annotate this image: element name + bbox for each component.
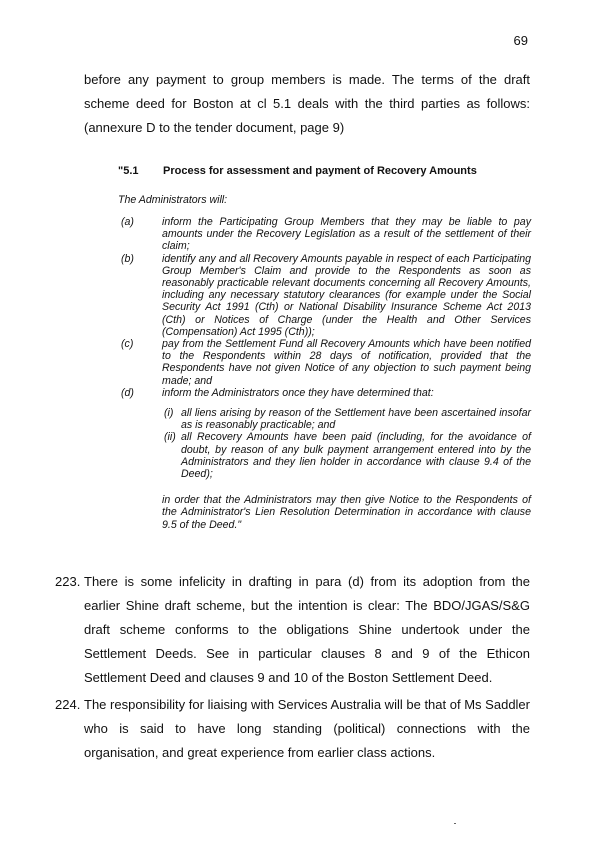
scan-mark (454, 823, 456, 824)
paragraph-text: There is some infelicity in drafting in para (d) from its adoption from the earlier Shine draft scheme, but the intention is clear: The BDO/JGAS/S&G draft scheme conforms to the obligations Shine undertook under the Settlement Deeds. See in particular clauses 8 and 9 of the Ethicon Settlement Deed and clauses 9 and 10 of the Boston Settlement Deed. (84, 574, 530, 685)
clause-text: pay from the Settlement Fund all Recovery Amounts which have been notified to the Respondents within 28 days of notification, provided that the Respondents have not given Notice of any objection to such payment being made; and (162, 338, 531, 387)
subclause-text: all liens arising by reason of the Settlement have been ascertained insofar as is reasonably practicable; and (181, 407, 531, 432)
clause-label: (a) (121, 216, 134, 228)
clause-label: (d) (121, 386, 134, 399)
subclause-ii (162, 431, 531, 480)
clause-label: (b) (121, 252, 134, 265)
subclause-label: (i) (164, 407, 174, 420)
paragraph-224 (55, 693, 530, 765)
clause-d (118, 387, 531, 399)
clause-text: identify any and all Recovery Amounts payable in respect of each Participating Group Member's Claim and provide to the Respondents as soon as reasonably practicable relevant documents concerning all Recovery Amounts, including any necessary statutory clearances (for example under the Social Security Act 1991 (Cth) or National Disability Insurance Scheme Act 2013 (Cth) or Notices of Charge (under the Health and Other Services (Compensation) Act 1995 (Cth)); (162, 252, 531, 338)
intro-paragraph: before any payment to group members is made. The terms of the draft scheme deed for Boston at cl 5.1 deals with the third parties as follows: (annexure D to the tender document, page 9) (84, 72, 530, 135)
clause-text: inform the Participating Group Members that they may be liable to pay amounts under the Recovery Legislation as a result of the settlement of their claim; (162, 216, 531, 253)
paragraph-text: The responsibility for liaising with Services Australia will be that of Ms Saddler who is said to have long standing (political) connections with the organisation, and great experience from earlier class actions. (84, 697, 530, 760)
paragraph-number: 224. (55, 697, 81, 712)
quote-closing-text: in order that the Administrators may then give Notice to the Respondents of the Administrator's Lien Resolution Determination in accordance with clause 9.5 of the Deed." (162, 494, 531, 531)
clause-a (118, 216, 531, 253)
quote-clause-number: "5.1 (118, 165, 139, 177)
paragraph-223 (55, 570, 530, 690)
clause-b (118, 253, 531, 338)
clause-text: inform the Administrators once they have determined that: (162, 386, 434, 399)
page-number: 69 (513, 33, 528, 48)
quote-lead: The Administrators will: (118, 194, 228, 206)
clause-c (118, 338, 531, 387)
subclause-i (162, 407, 531, 431)
paragraph-number: 223. (55, 574, 81, 589)
quote-heading (118, 165, 531, 177)
quote-heading-text: Process for assessment and payment of Recovery Amounts (163, 165, 477, 177)
subclauses (118, 407, 531, 480)
subclause-text: all Recovery Amounts have been paid (including, for the avoidance of doubt, by reason of any bulk payment arrangement entered into by the Administrators and they lien holder in accordance with clause 9.4 of the Deed); (181, 431, 531, 481)
clause-label: (c) (121, 338, 134, 351)
quote-clauses (118, 216, 531, 531)
subclause-label: (ii) (164, 431, 176, 444)
